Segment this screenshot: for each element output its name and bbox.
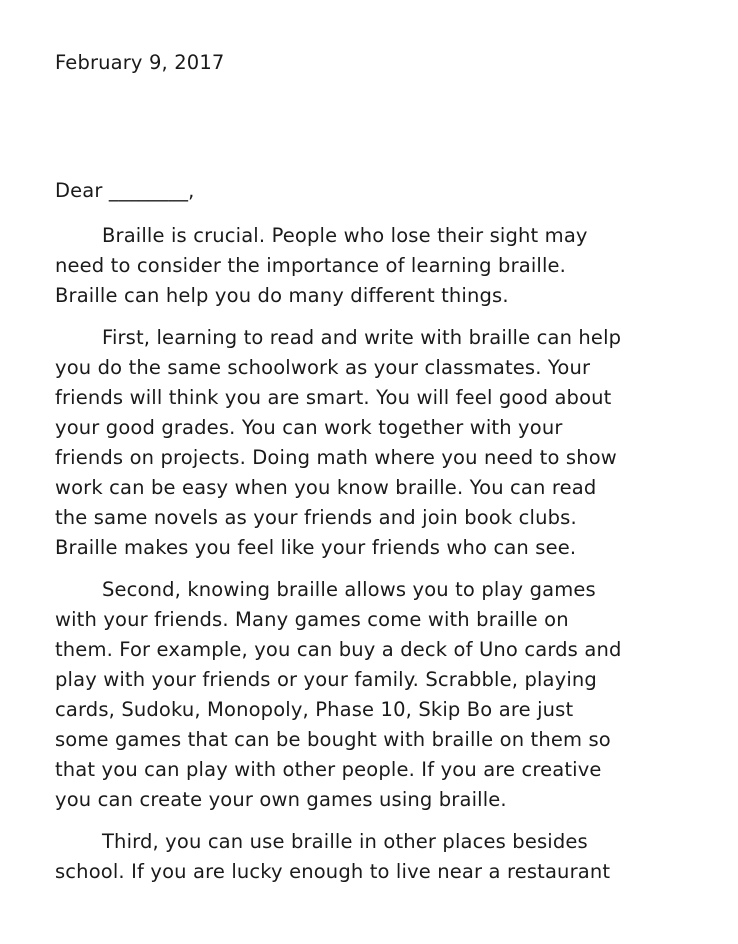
paragraph-line: some games that can be bought with braille on them so [55, 728, 611, 751]
paragraph-line: Third, you can use braille in other places besides [102, 830, 588, 853]
paragraph-line: play with your friends or your family. Scrabble, playing [55, 668, 597, 691]
paragraph-line: Braille is crucial. People who lose their sight may [102, 224, 588, 247]
paragraph-line: work can be easy when you know braille. You can read [55, 476, 597, 499]
paragraph-line: with your friends. Many games come with braille on [55, 608, 569, 631]
paragraph-games [55, 575, 621, 815]
paragraph-line: cards, Sudoku, Monopoly, Phase 10, Skip Bo are just [55, 698, 574, 721]
paragraph-line: you can create your own games using braille. [55, 788, 507, 811]
paragraph-line: them. For example, you can buy a deck of Uno cards and [55, 638, 622, 661]
paragraph-line: First, learning to read and write with braille can help [102, 326, 622, 349]
paragraph-line: Second, knowing braille allows you to play games [102, 578, 596, 601]
paragraph-line: school. If you are lucky enough to live near a restaurant [55, 860, 611, 883]
paragraph-line: you do the same schoolwork as your classmates. Your [55, 356, 591, 379]
paragraph-other-places [55, 827, 610, 887]
paragraph-line: Braille can help you do many different things. [55, 284, 509, 307]
paragraph-schoolwork [55, 323, 621, 563]
letter-date: February 9, 2017 [55, 51, 225, 74]
paragraph-line: Braille makes you feel like your friends who can see. [55, 536, 577, 559]
paragraph-line: friends will think you are smart. You will feel good about [55, 386, 612, 409]
letter-salutation: Dear ________, [55, 179, 195, 202]
paragraph-line: that you can play with other people. If you are creative [55, 758, 602, 781]
paragraph-intro [55, 221, 588, 311]
paragraph-line: friends on projects. Doing math where you need to show [55, 446, 617, 469]
paragraph-line: need to consider the importance of learning braille. [55, 254, 567, 277]
paragraph-line: your good grades. You can work together with your [55, 416, 563, 439]
paragraph-line: the same novels as your friends and join book clubs. [55, 506, 577, 529]
